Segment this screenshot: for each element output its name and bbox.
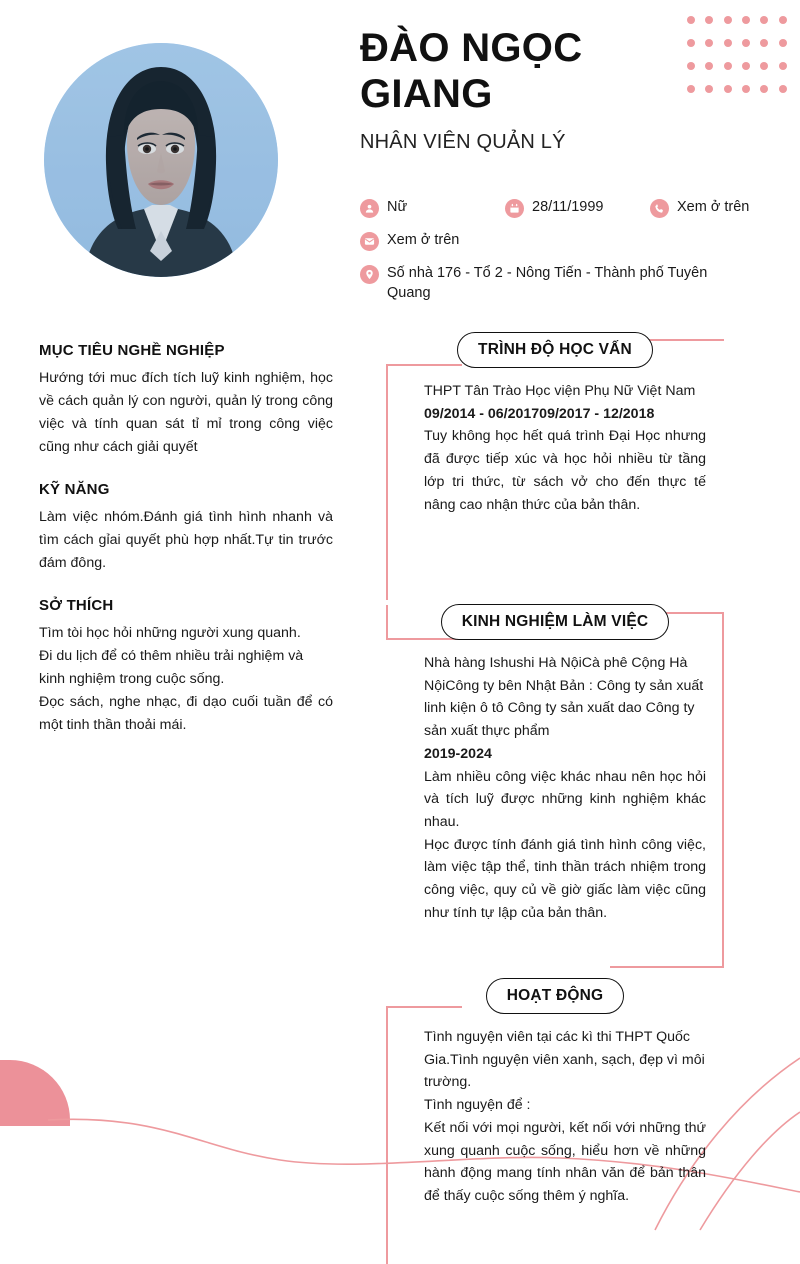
- section-body: [39, 622, 333, 737]
- phone-icon: [650, 199, 669, 218]
- contact-address-value: Số nhà 176 - Tổ 2 - Nông Tiến - Thành phố Tuyên Quang: [387, 265, 708, 301]
- section-career-objective: [39, 342, 333, 459]
- page-title: ĐÀO NGỌC GIANG: [360, 26, 583, 116]
- paragraph: Làm việc nhóm.Đánh giá tình hình nhanh và tìm cách gỉai quyết phù hợp nhất.Tự tin trước đám đông.: [39, 509, 333, 571]
- mail-icon: [360, 232, 379, 251]
- contact-birthday: [505, 198, 650, 218]
- frame-line-bottom-right: [610, 966, 724, 968]
- section-badge: HOẠT ĐỘNG: [486, 978, 625, 1014]
- section-heading: SỞ THÍCH: [39, 597, 114, 614]
- section-body: [386, 368, 724, 530]
- contact-email-value: Xem ở trên: [387, 232, 460, 248]
- section-skills: [39, 481, 333, 575]
- contact-birthday-value: 28/11/1999: [532, 199, 604, 215]
- person-icon: [360, 199, 379, 218]
- paragraph: Tìm tòi học hỏi những người xung quanh.: [39, 625, 301, 641]
- paragraph: Đọc sách, nghe nhạc, đi dạo cuối tuần để có một tinh thần thoải mái.: [39, 694, 333, 733]
- location-pin-icon: [360, 265, 379, 284]
- contact-gender-value: Nữ: [387, 199, 408, 215]
- contact-phone: [650, 198, 749, 218]
- paragraph: Hướng tới muc đích tích luỹ kinh nghiệm, học về cách quản lý con người, quản lý trong công việc và tính quan sát tỉ mỉ trong công việc cũng như cách giải quyết: [39, 370, 333, 455]
- section-education: [386, 332, 724, 600]
- portrait-photo: [44, 43, 278, 277]
- section-badge: KINH NGHIỆM LÀM VIỆC: [441, 604, 670, 640]
- contact-row-2: [360, 231, 790, 251]
- education-dates: 09/2014 - 06/201709/2017 - 12/2018: [424, 405, 655, 422]
- section-activities: [386, 972, 724, 1264]
- contact-phone-value: Xem ở trên: [677, 199, 750, 215]
- job-title: NHÂN VIÊN QUẢN LÝ: [360, 131, 566, 154]
- work-companies: Nhà hàng Ishushi Hà NộiCà phê Cộng Hà NộiCông ty bên Nhật Bản : Công ty sản xuất linh kiện ô tô Công ty sản xuất dao Công ty sản xuất thực phẩm: [424, 655, 704, 740]
- section-body: [386, 1014, 724, 1222]
- contact-address: [360, 264, 740, 303]
- section-work-experience: [386, 604, 724, 972]
- activities-lead: Tình nguyện viên tại các kì thi THPT Quốc Gia.Tình nguyện viên xanh, sạch, đẹp vì môi trường.: [424, 1029, 705, 1091]
- corner-blob-decoration: [0, 1060, 70, 1126]
- paragraph: Làm nhiều công việc khác nhau nên học hỏi và tích luỹ được những kinh nghiệm khác nhau.: [424, 768, 706, 831]
- frame-line-left-top-stub: [386, 605, 388, 639]
- paragraph: Kết nối với mọi người, kết nối với những thứ xung quanh cuộc sống, hiểu hơn về những hành động mang tính nhân văn để bản thân để thấy cuộc sống thêm ý nghĩa.: [424, 1119, 706, 1205]
- frame-line-top-left: [386, 364, 462, 366]
- contact-gender: [360, 198, 505, 218]
- section-heading: KỸ NĂNG: [39, 481, 110, 498]
- section-heading: MỤC TIÊU NGHỀ NGHIỆP: [39, 342, 225, 359]
- frame-line-left: [386, 1006, 462, 1008]
- contact-info: [360, 198, 790, 316]
- activities-subhead: Tình nguyện để :: [424, 1097, 531, 1114]
- section-body: [39, 367, 333, 459]
- paragraph: Tuy không học hết quá trình Đại Học nhưng đã được tiếp xúc và học hỏi nhiều từ tầng lớp tri thức, từ sách vở cho đến thực tế nâng cao nhận thức của bản thân.: [424, 428, 706, 513]
- contact-row-3: [360, 264, 790, 303]
- paragraph: Học được tính đánh giá tình hình công việc, làm việc tập thể, tinh thần trách nhiệm trong công việc, quy củ về giờ giấc làm việc cũng như tính tự lập của bản thân.: [424, 836, 706, 921]
- calendar-icon: [505, 199, 524, 218]
- contact-email: [360, 231, 459, 251]
- section-badge: TRÌNH ĐỘ HỌC VẤN: [457, 332, 653, 368]
- contact-row-1: [360, 198, 790, 218]
- header: [360, 26, 780, 154]
- section-hobbies: [39, 597, 333, 737]
- paragraph: Đi du lịch để có thêm nhiều trải nghiệm và kinh nghiệm trong cuộc sống.: [39, 648, 304, 687]
- section-body: [386, 640, 724, 939]
- section-body: [39, 506, 333, 575]
- left-column: [39, 342, 333, 737]
- education-institution: THPT Tân Trào Học viện Phụ Nữ Việt Nam: [424, 383, 696, 399]
- work-dates: 2019-2024: [424, 745, 492, 762]
- avatar: [44, 43, 278, 277]
